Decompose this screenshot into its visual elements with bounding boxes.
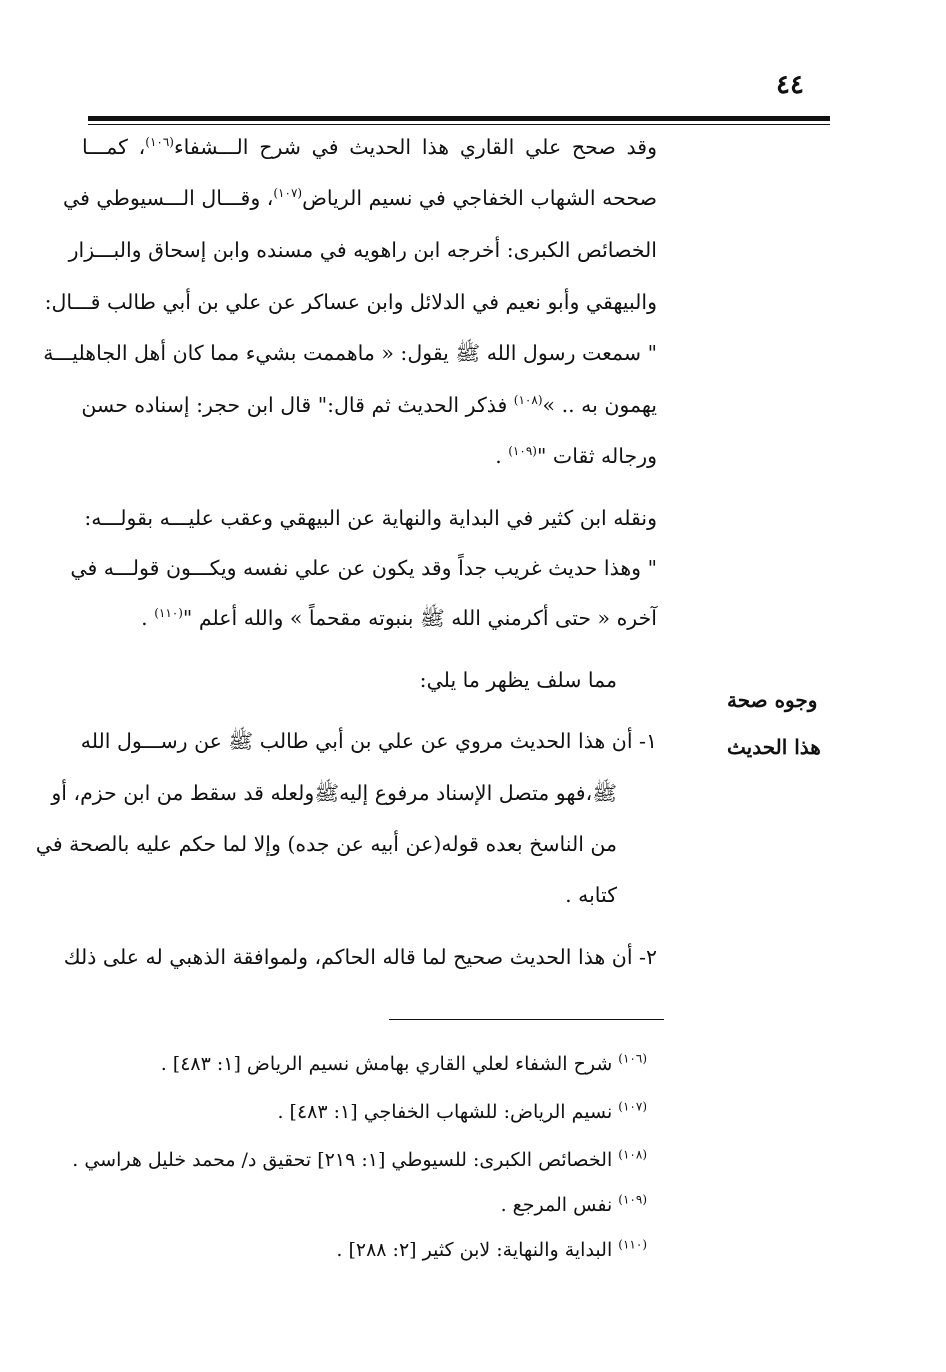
margin-heading: وجوه صحة [727,688,818,712]
text-line: " سمعت رسول الله ﷺ يقول: « ماهممت بشيء مما كان أهل الجاهليـــة [43,341,657,365]
list-item: ٢- أن هذا الحديث صحيح لما قاله الحاكم، ولموافقة الذهبي له على ذلك [63,945,657,969]
text-line: وقد صحح علي القاري هذا الحديث في شرح الـــشفاء$^{(١٠٦)}$، كمـــا [82,135,658,159]
text-line: من الناسخ بعده قوله(عن أبيه عن جده) وإلا لما حكم عليه بالصحة في [35,832,617,856]
text-line: " وهذا حديث غريب جداً وقد يكون عن علي نفسه ويكـــون قولـــه في [70,556,657,580]
text-line: ﷺ،فهو متصل الإسناد مرفوع إليهﷺولعله قد سقط من ابن حزم، أو [51,781,617,805]
text-line: ورجاله ثقات "$^{(١٠٩)}$ . [495,444,657,468]
text-line: آخره « حتى أكرمني الله ﷺ بنبوته مقحماً » والله أعلم "$^{(١١٠)}$ . [141,606,657,630]
header-rule [88,116,830,121]
footnote: $^{(١٠٨)}$ الخصائص الكبرى: للسيوطي [١: ٢١٩] تحقيق د/ محمد خليل هراسي . [72,1147,647,1171]
footnote-ref: (١٠٦) [145,135,174,150]
footnote: $^{(١١٠)}$ البداية والنهاية: لابن كثير [٢: ٢٨٨] . [336,1237,647,1261]
footnote: $^{(١٠٩)}$ نفس المرجع . [500,1192,647,1216]
text-line: الخصائص الكبرى: أخرجه ابن راهويه في مسنده وابن إسحاق والبـــزار [68,238,657,262]
footnote: $^{(١٠٦)}$ شرح الشفاء لعلي القاري بهامش نسيم الرياض [١: ٤٨٣] . [160,1051,647,1075]
margin-heading: هذا الحديث [727,735,821,759]
text-line: مما سلف يظهر ما يلي: [419,668,617,692]
text-line: صححه الشهاب الخفاجي في نسيم الرياض$^{(١٠٧)}$، وقـــال الـــسيوطي في [63,186,657,210]
footnote-ref: (١٠٨) [513,393,543,408]
header-rule-thin [88,124,830,125]
footnote-ref: (١٠٩) [508,444,537,459]
footnote: $^{(١٠٧)}$ نسيم الرياض: للشهاب الخفاجي [١: ٤٨٣] . [277,1099,647,1123]
footnote-rule [389,1019,664,1020]
page-number: ٤٤ [776,70,804,100]
text-line: يهمون به .. »$^{(١٠٨)}$ فذكر الحديث ثم قال:" قال ابن حجر: إسناده حسن [81,393,657,417]
footnote-ref: (١٠٧) [273,186,303,201]
text-line: كتابه . [565,883,617,907]
text-line: والبيهقي وأبو نعيم في الدلائل وابن عساكر عن علي بن أبي طالب قـــال: [44,290,657,314]
list-item: ١- أن هذا الحديث مروي عن علي بن أبي طالب ﷺ عن رســـول الله [80,729,657,753]
footnote-ref: (١١٠) [154,606,183,621]
text-line: ونقله ابن كثير في البداية والنهاية عن البيهقي وعقب عليـــه بقولـــه: [84,506,657,530]
